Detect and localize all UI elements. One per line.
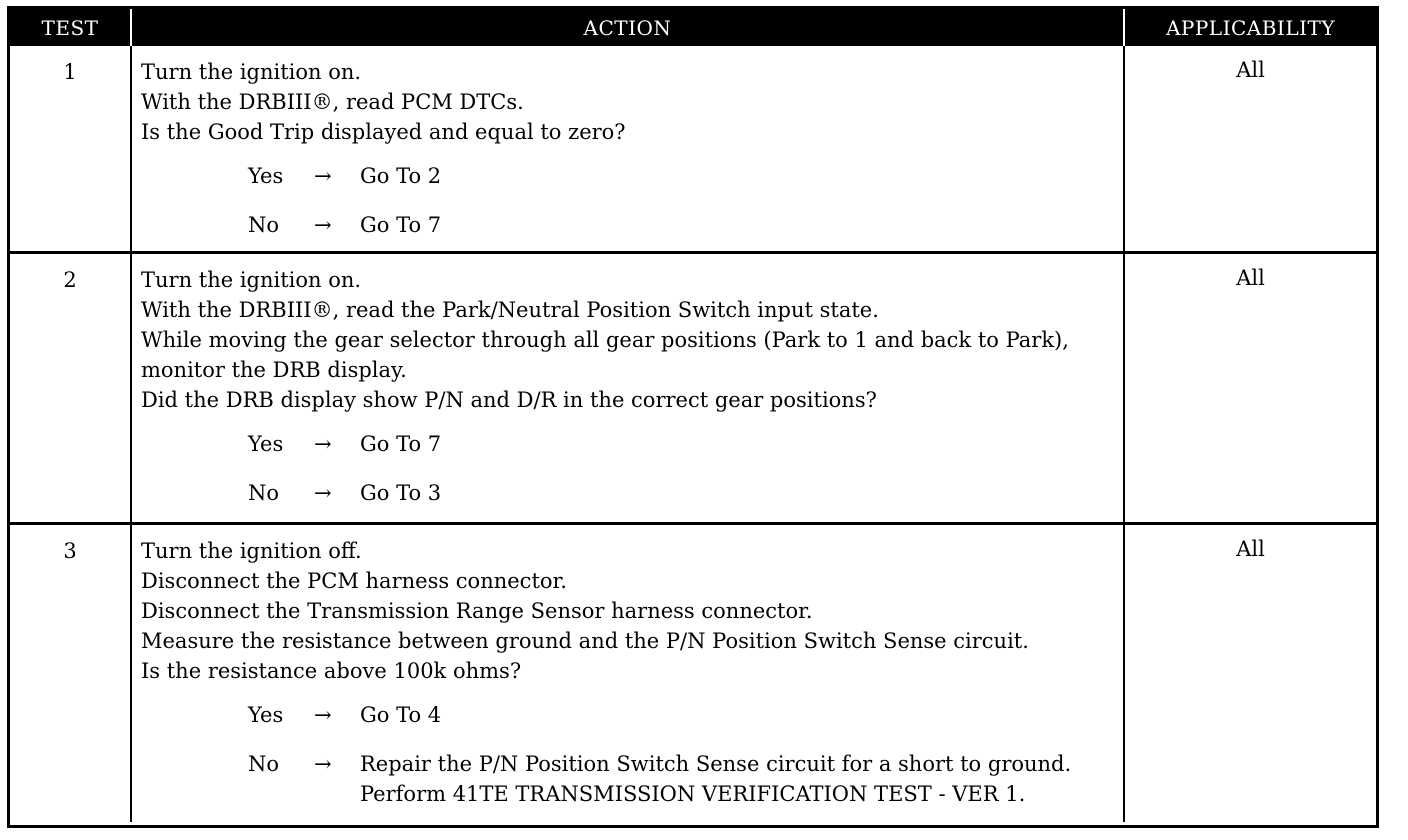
answer-yes xyxy=(248,161,1115,191)
answer-no xyxy=(248,210,1115,240)
answer-label: Yes xyxy=(248,164,284,188)
table-row xyxy=(10,252,1376,523)
diagnostic-test-table xyxy=(10,9,1376,822)
arrow-right-icon: → xyxy=(314,431,332,456)
arrow-right-icon: → xyxy=(314,702,332,727)
answer-result xyxy=(360,210,1115,240)
action-steps xyxy=(141,57,1115,147)
applicability-cell: All xyxy=(1124,523,1376,822)
answer-result-line: Repair the P/N Position Switch Sense circuit for a short to ground. xyxy=(360,751,1072,776)
action-step: Disconnect the PCM harness connector. xyxy=(141,568,567,593)
applicability-cell: All xyxy=(1236,58,1265,82)
action-steps xyxy=(141,536,1115,686)
answer-label: No xyxy=(248,213,280,237)
action-step: Is the Good Trip displayed and equal to zero? xyxy=(141,120,626,144)
answer-label: Yes xyxy=(248,431,284,456)
answer-label: No xyxy=(248,480,280,505)
answer-result xyxy=(360,700,1115,730)
test-number: 3 xyxy=(10,523,131,822)
answer-result xyxy=(360,429,1115,459)
answer-label: Yes xyxy=(248,702,284,727)
arrow-right-icon: → xyxy=(314,213,332,237)
answer-result xyxy=(360,749,1115,809)
table-header-row xyxy=(10,9,1376,46)
action-step: Turn the ignition on. xyxy=(141,267,362,292)
answer-result-line: Perform 41TE TRANSMISSION VERIFICATION TEST - VER 1. xyxy=(360,781,1026,806)
action-step: Disconnect the Transmission Range Sensor harness connector. xyxy=(141,598,813,623)
answer-result-line: Go To 4 xyxy=(360,702,442,727)
action-cell xyxy=(131,46,1124,252)
action-step: Turn the ignition on. xyxy=(141,60,362,84)
action-step: Did the DRB display show P/N and D/R in the correct gear positions? xyxy=(141,387,877,412)
answer-result-line: Go To 7 xyxy=(360,431,442,456)
answer-options xyxy=(248,161,1115,240)
action-step: With the DRBIII®, read PCM DTCs. xyxy=(141,90,524,114)
answer-options xyxy=(248,429,1115,508)
answer-yes xyxy=(248,700,1115,730)
header-action: ACTION xyxy=(131,9,1124,46)
answer-options xyxy=(248,700,1115,809)
answer-yes xyxy=(248,429,1115,459)
action-step: Is the resistance above 100k ohms? xyxy=(141,658,522,683)
action-cell xyxy=(131,523,1124,822)
action-step: With the DRBIII®, read the Park/Neutral Position Switch input state. xyxy=(141,297,879,322)
diagnostic-test-page xyxy=(7,6,1379,828)
action-step: Measure the resistance between ground and the P/N Position Switch Sense circuit. xyxy=(141,628,1029,653)
action-steps xyxy=(141,265,1115,415)
header-applicability: APPLICABILITY xyxy=(1124,9,1376,46)
answer-result-line: Go To 7 xyxy=(360,213,442,237)
answer-result xyxy=(360,161,1115,191)
answer-no xyxy=(248,478,1115,508)
answer-no xyxy=(248,749,1115,809)
arrow-right-icon: → xyxy=(314,480,332,505)
header-test: TEST xyxy=(10,9,131,46)
answer-label: No xyxy=(248,751,280,776)
test-number: 1 xyxy=(10,46,131,252)
arrow-right-icon: → xyxy=(314,164,332,188)
table-row xyxy=(10,523,1376,822)
action-step: Turn the ignition off. xyxy=(141,538,362,563)
arrow-right-icon: → xyxy=(314,751,332,776)
answer-result xyxy=(360,478,1115,508)
answer-result-line: Go To 3 xyxy=(360,480,442,505)
action-step: While moving the gear selector through all gear positions (Park to 1 and back to Park), monitor the DRB display. xyxy=(141,327,1069,382)
applicability-cell: All xyxy=(1124,252,1376,523)
answer-result-line: Go To 2 xyxy=(360,164,442,188)
action-cell xyxy=(131,252,1124,523)
test-number: 2 xyxy=(10,252,131,523)
table-row xyxy=(10,46,1376,252)
